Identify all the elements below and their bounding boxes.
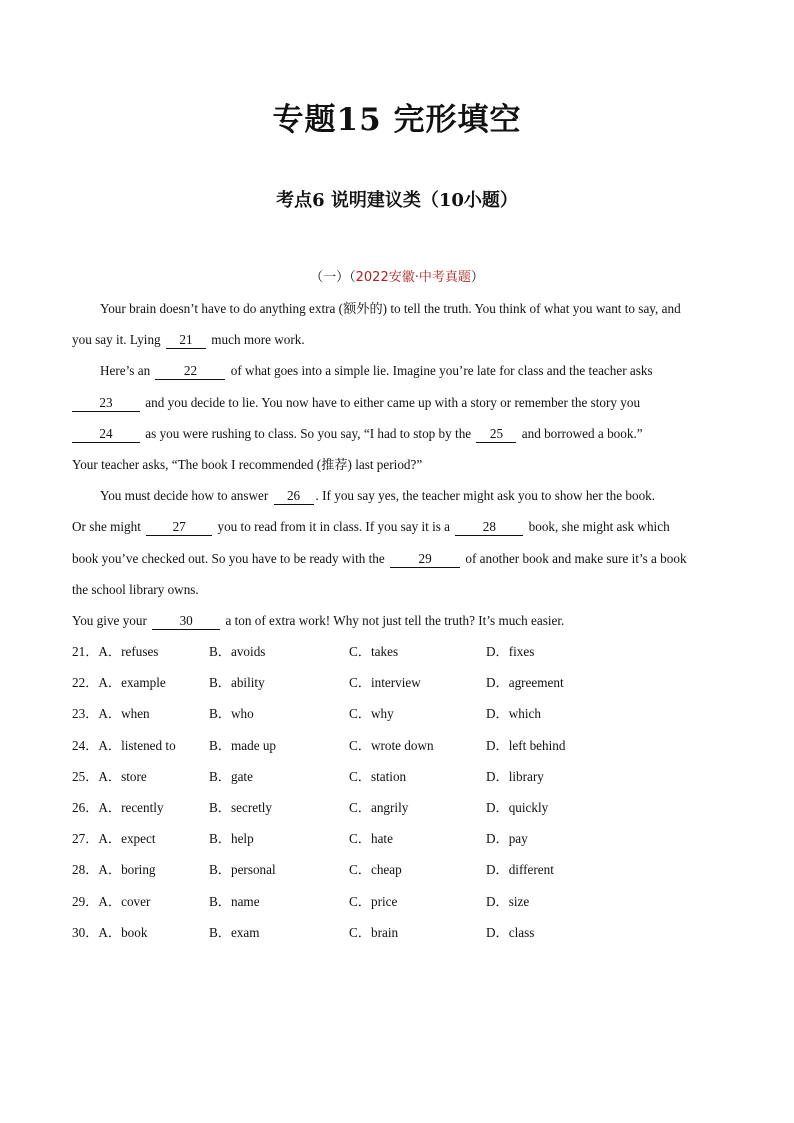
page-title: 专题15 完形填空 [272,102,522,138]
passage-text: Or she might [72,519,145,535]
blank-25: 25 [476,426,516,443]
passage-text: book, she might ask which [525,519,670,535]
option-c: C．takes [349,644,399,659]
passage-text: Here’s an [100,363,154,379]
option-d: D．agreement [486,675,564,691]
passage-text: . If you say yes, the teacher might ask you to show her the book. [315,488,656,504]
question-row [72,698,732,729]
passage-text: and borrowed a book.” [518,425,643,441]
passage-text: of what goes into a simple lie. Imagine you’re late for class and the teacher asks [227,363,653,379]
blank-21: 21 [166,332,206,349]
option-c: C．interview [349,675,421,691]
passage-line [72,355,732,386]
blank-28: 28 [455,519,523,536]
option-c: C．cheap [349,862,402,878]
question-row [72,792,732,823]
option-b: B．secretly [209,799,272,815]
option-d: D．different [486,862,554,878]
blank-26: 26 [274,488,314,505]
passage-text: the school library owns. [72,581,199,597]
option-d: D．quickly [486,799,549,815]
option-d: D．fixes [486,644,535,659]
question-row [72,667,732,698]
passage-text: much more work. [207,332,305,348]
option-a: 29．A．cover [72,893,151,909]
question-row [72,886,732,917]
option-a: 25．A．store [72,768,147,784]
option-c: C．wrote down [349,737,434,753]
question-row [72,730,732,761]
source-line [0,266,794,285]
option-d: D．library [486,768,544,784]
passage-line [72,574,732,605]
blank-22: 22 [155,363,225,380]
option-a: 27．A．expect [72,831,156,847]
question-row [72,854,732,885]
option-b: B．personal [209,862,276,878]
passage-text: Your brain doesn’t have to do anything extra (额外的) to tell the truth. You think of what you want to say, and [100,301,681,316]
passage-text: a ton of extra work! Why not just tell the truth? It’s much easier. [222,612,565,628]
option-d: D．which [486,706,541,722]
option-a: 21．A．refuses [72,644,159,659]
passage-text: You give your [72,612,151,628]
option-a: 24．A．listened to [72,737,176,753]
option-b: B．avoids [209,644,266,659]
source-prefix: （一）（ [310,270,356,285]
passage-text: of another book and make sure it’s a book [462,550,687,566]
passage-line [72,543,732,574]
option-c: C．hate [349,831,393,847]
passage-text: book you’ve checked out. So you have to be ready with the [72,550,389,566]
passage-line [72,511,732,542]
option-b: B．who [209,706,254,722]
passage-line [72,293,732,324]
option-a: 26．A．recently [72,799,164,815]
passage-text: as you were rushing to class. So you say, “I had to stop by the [142,425,475,441]
question-row [72,636,732,667]
source-suffix: ） [470,270,484,285]
blank-30: 30 [152,613,220,630]
blank-27: 27 [146,519,212,536]
question-row [72,823,732,854]
option-b: B．gate [209,768,253,784]
option-d: D．size [486,893,530,909]
passage-line [72,480,732,511]
blank-29: 29 [390,551,460,568]
option-d: D．pay [486,831,528,847]
option-a: 22．A．example [72,675,166,691]
passage-text: You must decide how to answer [100,488,272,504]
option-b: B．exam [209,924,260,940]
option-c: C．price [349,893,398,909]
passage-text: you to read from it in class. If you say it is a [214,519,454,535]
passage-line [72,418,732,449]
option-c: C．angrily [349,799,409,815]
cloze-passage [72,293,732,636]
option-d: D．left behind [486,737,566,753]
option-b: B．made up [209,737,277,753]
source-red-label: 2022安徽·中考真题 [355,270,471,285]
question-row [72,917,732,948]
passage-text: Your teacher asks, “The book I recommended (推荐) last period?” [72,456,423,472]
passage-line [72,605,732,636]
passage-text: and you decide to lie. You now have to either came up with a story or remember the story you [142,394,641,410]
option-c: C．brain [349,924,399,940]
passage-text: you say it. Lying [72,332,164,348]
option-b: B．ability [209,675,265,691]
option-a: 28．A．boring [72,862,156,878]
section-subtitle: 考点6 说明建议类（10小题） [276,190,518,211]
option-c: C．station [349,768,407,784]
option-d: D．class [486,924,535,940]
option-b: B．name [209,893,260,909]
answer-options [72,636,732,948]
passage-line [72,449,732,480]
option-a: 23．A．when [72,706,150,722]
option-c: C．why [349,706,394,722]
blank-23: 23 [72,395,140,412]
passage-line [72,324,732,355]
question-row [72,761,732,792]
passage-line [72,387,732,418]
blank-24: 24 [72,426,140,443]
option-a: 30．A．book [72,924,148,940]
option-b: B．help [209,831,254,847]
